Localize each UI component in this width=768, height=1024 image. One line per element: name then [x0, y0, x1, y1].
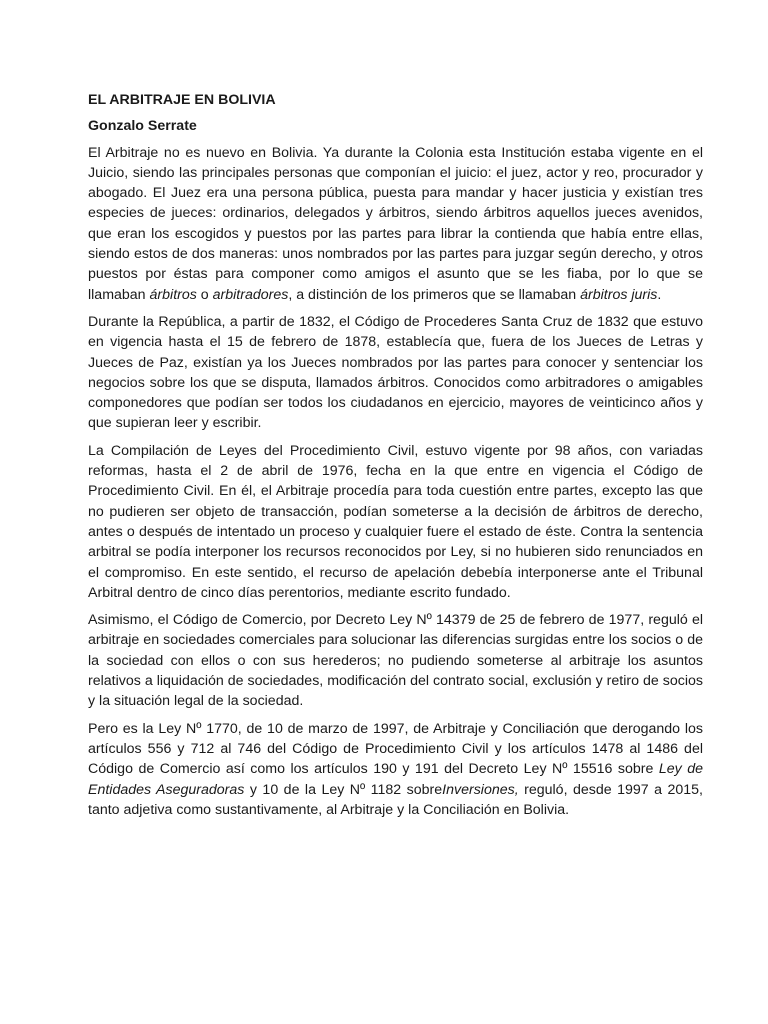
paragraph-republica: Durante la República, a partir de 1832, el Código de Procederes Santa Cruz de 1832 que estuvo en vigencia hasta el 15 de febrero de 1878, establecía que, fuera de los Jueces de Letras y Jueces de Paz, existían ya los Jueces nombrados por las partes para conocer y sentenciar los negocios sobre los que se disputa, llamados árbitros. Conocidos como arbitradores o amigables componedores que podían ser todos los ciudadanos en ejercicio, mayores de veinticinco años y que supieran leer y escribir.: [88, 313, 703, 432]
paragraph-text: .: [657, 286, 662, 303]
italic-term: Ley de Entidades Aseguradoras: [88, 761, 703, 798]
italic-term: árbitros juris: [580, 286, 658, 303]
paragraph-text: Pero es la Ley Nº 1770, de 10 de marzo de 1997, de Arbitraje y Conciliación que derogando los artículos 556 y 712 al 746 del Código de Procedimiento Civil y los artículos 1478 al 1486 del Código de Comercio así como los artículos 190 y 191 del Decreto Ley Nº 15516 sobre: [88, 720, 703, 778]
paragraph-text: El Arbitraje no es nuevo en Bolivia. Ya durante la Colonia esta Institución estaba vigente en el Juicio, siendo las principales personas que componían el juicio: el juez, actor y reo, procurador y abogado. El Juez era una persona pública, puesta para mandar y hacer justicia y existían tres especies de jueces: ordinarios, delegados y árbitros, siendo árbitros aquellos jueces avenidos, que eran los escogidos y puestos por las partes para librar la contienda que había entre ellas, siendo estos de dos maneras: unos nombrados por las partes para juzgar según derecho, y otros puestos por éstas para componer como amigos el asunto que se les fiaba, por lo que se llamaban: [88, 144, 703, 303]
paragraph-codigo-comercio: Asimismo, el Código de Comercio, por Decreto Ley Nº 14379 de 25 de febrero de 1977, reguló el arbitraje en sociedades comerciales para solucionar las diferencias surgidas entre los socios o de la sociedad con ellos o con sus herederos; no pudiendo someterse al arbitraje los asuntos relativos a liquidación de sociedades, modificación del contrato social, exclusión y retiro de socios y la situación legal de la sociedad.: [88, 612, 703, 710]
paragraph-text: reguló, desde 1997 a 2015, tanto adjetiva como sustantivamente, al Arbitraje y la Conciliación en Bolivia.: [88, 781, 704, 818]
paragraph-ley-1770: [88, 719, 703, 820]
italic-term: arbitradores: [212, 286, 289, 303]
paragraph-compilacion: La Compilación de Leyes del Procedimiento Civil, estuvo vigente por 98 años, con variadas reformas, hasta el 2 de abril de 1976, fecha en la que entre en vigencia el Código de Procedimiento Civil. En él, el Arbitraje procedía para toda cuestión entre partes, excepto las que no pudieren ser objeto de transacción, podían someterse a la decisión de árbitros de derecho, antes o después de intentado un proceso y cualquier fuere el estado de éste. Contra la sentencia arbitral se podía interponer los recursos reconocidos por Ley, si no hubieren sido renunciados en el compromiso. En este sentido, el recurso de apelación debebía interponerse ante el Tribunal Arbitral dentro de cinco días perentorios, mediante escrito fundado.: [88, 442, 703, 601]
document-author: Gonzalo Serrate: [88, 118, 197, 135]
paragraph-colonia: [88, 143, 703, 305]
document-page: [88, 90, 703, 827]
italic-term: árbitros: [149, 286, 197, 303]
paragraph-text: , a distinción de los primeros que se llamaban: [288, 286, 581, 303]
document-title: EL ARBITRAJE EN BOLIVIA: [88, 92, 276, 108]
paragraph-text: o: [196, 286, 213, 303]
paragraph-text: y 10 de la Ley Nº 1182 sobre: [244, 781, 443, 798]
italic-term: Inversiones,: [442, 781, 519, 798]
